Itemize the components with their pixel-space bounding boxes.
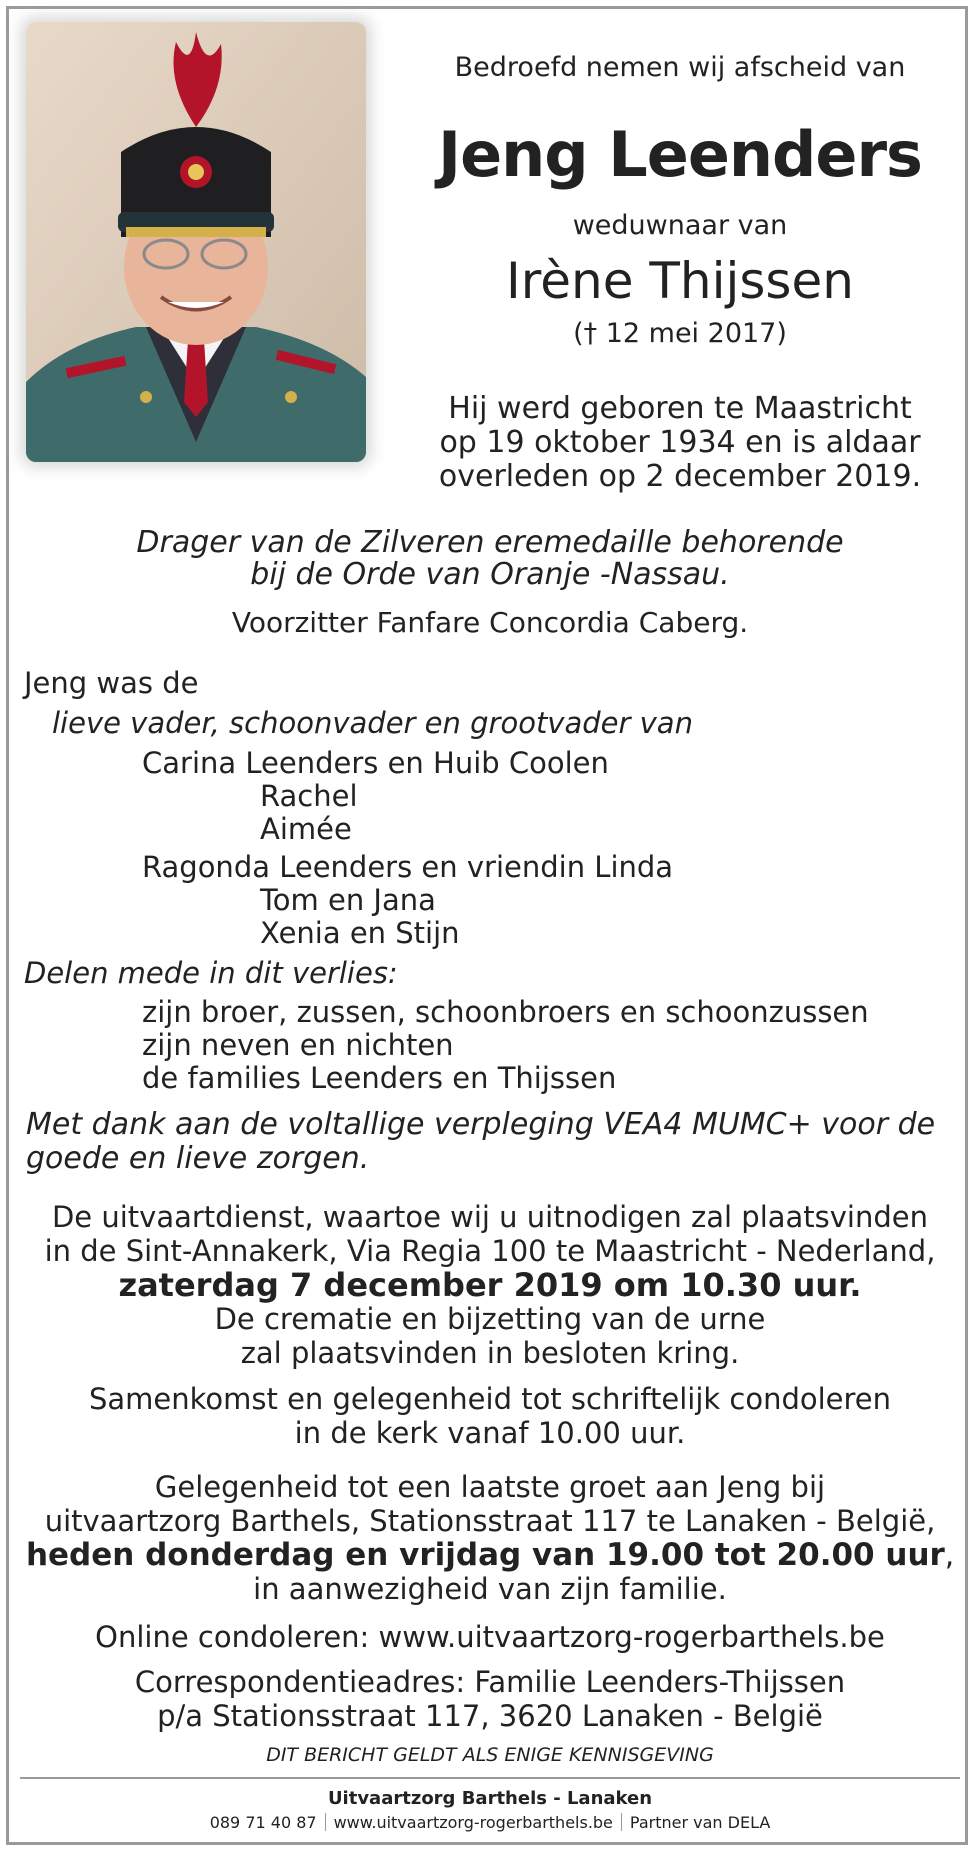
family-intro: Jeng was de xyxy=(24,666,199,700)
intro-text: Bedroefd nemen wij afscheid van xyxy=(454,52,906,83)
footer-phone: 089 71 40 87 xyxy=(209,1813,317,1832)
footer-website: www.uitvaartzorg-rogerbarthels.be xyxy=(333,1813,613,1832)
farewell-line-2: uitvaartzorg Barthels, Stationsstraat 117 te Lanaken - België, xyxy=(44,1504,936,1538)
meeting-line-1: Samenkomst en gelegenheid tot schriftelijk condoleren xyxy=(88,1382,892,1416)
grandchild-1: Rachel xyxy=(260,779,358,813)
spouse-death-date: († 12 mei 2017) xyxy=(573,318,787,349)
thanks-line-1: Met dank aan de voltallige verpleging VEA4 MUMC+ voor de xyxy=(26,1107,936,1142)
grandchild-3: Tom en Jana xyxy=(260,883,436,917)
farewell-times-comma: , xyxy=(944,1538,955,1572)
service-line-1: De uitvaartdienst, waartoe wij u uitnodigen zal plaatsvinden xyxy=(51,1200,929,1234)
meeting-details xyxy=(20,1382,960,1450)
honors xyxy=(60,527,920,591)
share-line-2: zijn neven en nichten xyxy=(142,1028,454,1062)
notice-text: DIT BERICHT GELDT ALS ENIGE KENNISGEVING xyxy=(266,1744,714,1766)
spouse-name: Irène Thijssen xyxy=(506,252,854,310)
farewell-details xyxy=(20,1470,960,1606)
correspondence-address xyxy=(20,1665,960,1733)
footer-partner: Partner van DELA xyxy=(629,1813,771,1832)
thanks-text xyxy=(26,1108,966,1176)
footer-contact xyxy=(20,1813,960,1832)
relation-text: weduwnaar van xyxy=(572,210,788,241)
portrait-photo xyxy=(26,22,366,462)
farewell-times: heden donderdag en vrijdag van 19.00 tot 20.00 uur xyxy=(25,1537,945,1573)
chair-text: Voorzitter Fanfare Concordia Caberg. xyxy=(231,606,749,639)
birth-death-details xyxy=(420,392,940,494)
deceased-name: Jeng Leenders xyxy=(438,118,922,191)
portrait-image xyxy=(26,22,366,462)
correspondence-line-1: Correspondentieadres: Familie Leenders-Thijssen xyxy=(134,1665,846,1699)
child-2: Ragonda Leenders en vriendin Linda xyxy=(142,850,674,884)
funeral-home-name: Uitvaartzorg Barthels - Lanaken xyxy=(327,1788,653,1809)
footer-separator xyxy=(325,1813,326,1831)
footer-separator xyxy=(621,1813,622,1831)
cremation-line-1: De crematie en bijzetting van de urne xyxy=(214,1302,766,1336)
thanks-line-2: goede en lieve zorgen. xyxy=(26,1141,370,1176)
online-condolences: Online condoleren: www.uitvaartzorg-rogerbarthels.be xyxy=(95,1620,885,1654)
share-line-3: de families Leenders en Thijssen xyxy=(142,1061,617,1095)
cremation-line-2: zal plaatsvinden in besloten kring. xyxy=(240,1336,740,1370)
service-details xyxy=(20,1200,960,1370)
footer-divider xyxy=(20,1777,960,1779)
service-line-2: in de Sint-Annakerk, Via Regia 100 te Maastricht - Nederland, xyxy=(44,1234,936,1268)
grandchild-4: Xenia en Stijn xyxy=(260,916,460,950)
birth-line-2: op 19 oktober 1934 en is aldaar xyxy=(439,425,921,460)
share-line-1: zijn broer, zussen, schoonbroers en schoonzussen xyxy=(142,995,869,1029)
service-datetime: zaterdag 7 december 2019 om 10.30 uur. xyxy=(118,1266,862,1304)
share-intro: Delen mede in dit verlies: xyxy=(24,956,398,990)
farewell-line-1: Gelegenheid tot een laatste groet aan Jeng bij xyxy=(154,1470,826,1504)
correspondence-line-2: p/a Stationsstraat 117, 3620 Lanaken - België xyxy=(157,1699,823,1733)
meeting-line-2: in de kerk vanaf 10.00 uur. xyxy=(294,1416,686,1450)
family-role: lieve vader, schoonvader en grootvader van xyxy=(52,706,693,740)
birth-line-3: overleden op 2 december 2019. xyxy=(438,459,922,494)
honors-line-1: Drager van de Zilveren eremedaille behorende xyxy=(136,525,844,560)
birth-line-1: Hij werd geboren te Maastricht xyxy=(448,391,912,426)
honors-line-2: bij de Orde van Oranje -Nassau. xyxy=(250,557,730,592)
child-1: Carina Leenders en Huib Coolen xyxy=(142,746,609,780)
grandchild-2: Aimée xyxy=(260,812,352,846)
farewell-line-4: in aanwezigheid van zijn familie. xyxy=(253,1572,727,1606)
